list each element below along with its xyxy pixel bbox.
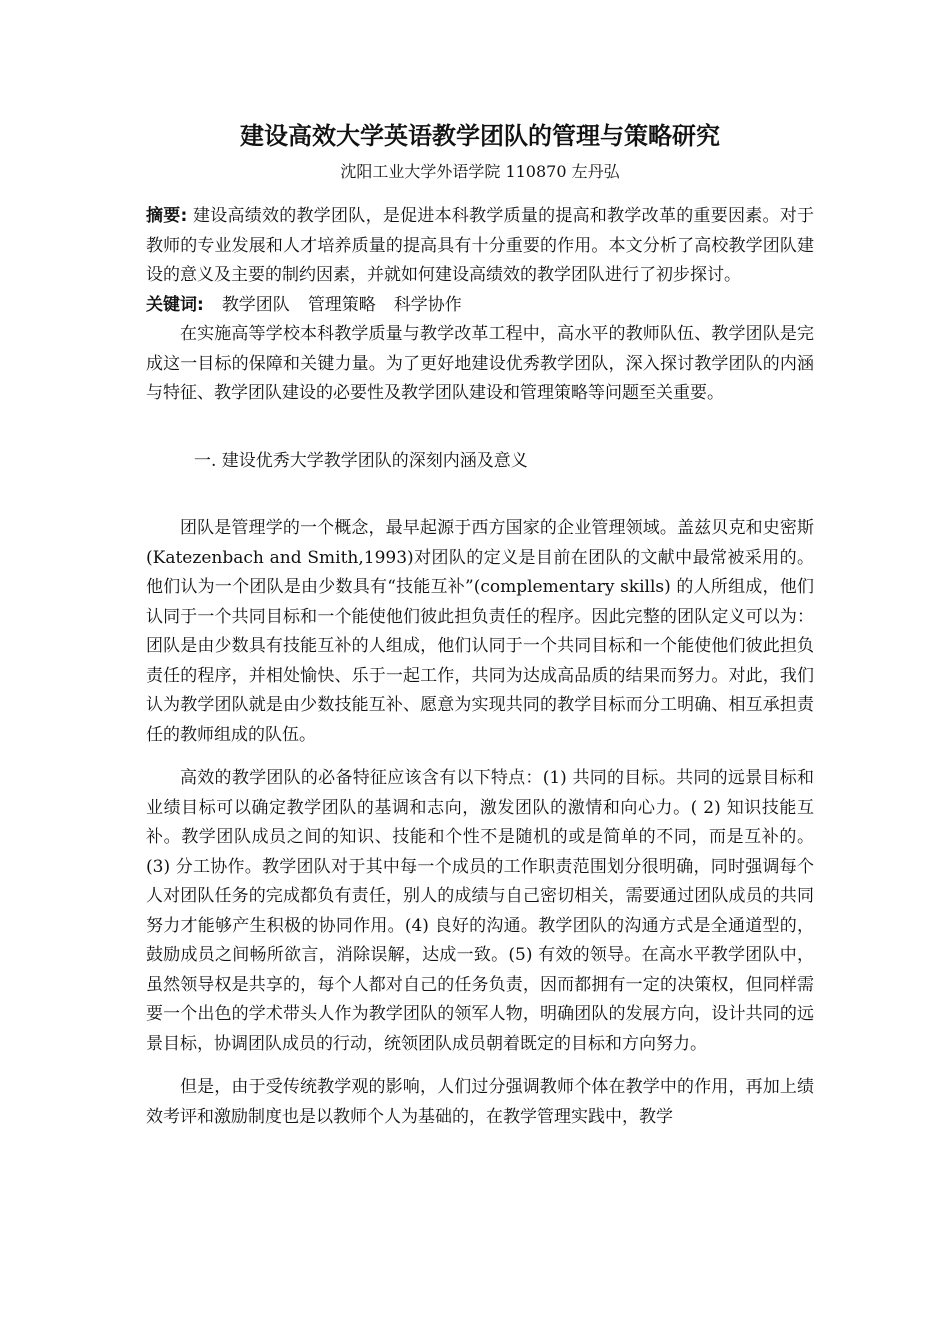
abstract-text: 建设高绩效的教学团队，是促进本科教学质量的提高和教学改革的重要因素。对于教师的专业发展和人才培养质量的提高具有十分重要的作用。本文分析了高校教学团队建设的意义及主要的制约因素，并就如何建设高绩效的教学团队进行了初步探讨。	[146, 206, 814, 285]
abstract	[146, 202, 814, 291]
keyword-1: 教学团队	[221, 294, 290, 315]
intro-paragraph: 在实施高等学校本科教学质量与教学改革工程中，高水平的教师队伍、教学团队是完成这一目标的保障和关键力量。为了更好地建设优秀教学团队，深入探讨教学团队的内涵与特征、教学团队建设的必要性及教学团队建设和管理策略等问题至关重要。	[146, 324, 814, 403]
body-paragraph-2: 高效的教学团队的必备特征应该含有以下特点：(1) 共同的目标。共同的远景目标和业绩目标可以确定教学团队的基调和志向，激发团队的激情和向心力。( 2) 知识技能互补。教学团队成员之间的知识、技能和个性不是随机的或是简单的不同，而是互补的。(3) 分工协作。教学团队对于其中每一个成员的工作职责范围划分很明确，同时强调每个人对团队任务的完成都负有责任，别人的成绩与自己密切相关，需要通过团队成员的共同努力才能够产生积极的协同作用。(4) 良好的沟通。教学团队的沟通方式是全通道型的，鼓励成员之间畅所欲言，消除误解，达成一致。(5) 有效的领导。在高水平教学团队中，虽然领导权是共享的，每个人都对自己的任务负责，因而都拥有一定的决策权，但同样需要一个出色的学术带头人作为教学团队的领军人物，明确团队的发展方向，设计共同的远景目标，协调团队成员的行动，统领团队成员朝着既定的目标和方向努力。	[146, 768, 814, 1054]
document-page	[146, 118, 814, 1132]
abstract-label: 摘要:	[146, 206, 188, 226]
keyword-3: 科学协作	[393, 294, 462, 315]
section-heading-1: 一. 建设优秀大学教学团队的深刻内涵及意义	[194, 450, 528, 471]
body-paragraph-3: 但是，由于受传统教学观的影响，人们过分强调教师个体在教学中的作用，再加上绩效考评和激励制度也是以教师个人为基础的，在教学管理实践中，教学	[146, 1077, 814, 1127]
keywords-label: 关键词:	[146, 294, 204, 315]
keyword-2: 管理策略	[307, 294, 376, 315]
author-affiliation: 沈阳工业大学外语学院 110870 左丹弘	[340, 162, 620, 181]
body-paragraph-1: 团队是管理学的一个概念，最早起源于西方国家的企业管理领域。盖兹贝克和史密斯(Katezenbach and Smith,1993)对团队的定义是目前在团队的文献中最常被采用的。他们认为一个团队是由少数具有“技能互补”(complementary skills) 的人所组成，他们认同于一个共同目标和一个能使他们彼此担负责任的程序。因此完整的团队定义可以为：团队是由少数具有技能互补的人组成，他们认同于一个共同目标和一个能使他们彼此担负责任的程序，并相处愉快、乐于一起工作，共同为达成高品质的结果而努力。对此，我们认为教学团队就是由少数技能互补、愿意为实现共同的教学目标而分工明确、相互承担责任的教师组成的队伍。	[146, 518, 814, 745]
paper-title: 建设高效大学英语教学团队的管理与策略研究	[240, 122, 720, 150]
keywords	[146, 291, 814, 321]
